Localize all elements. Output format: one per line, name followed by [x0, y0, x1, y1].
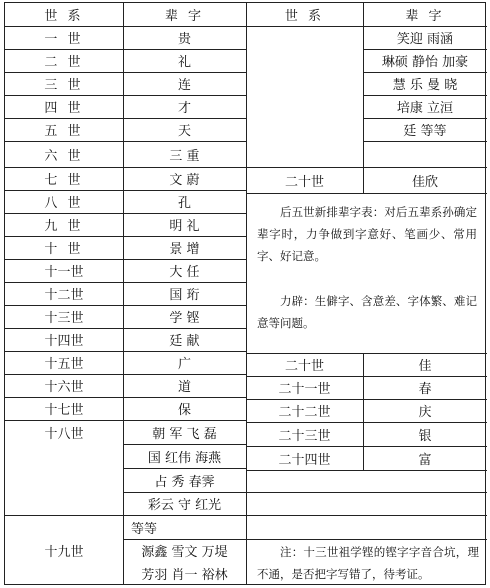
new-naming-note: 后五世新排辈字表：对后五辈系孙确定辈字时，力争做到字意好、笔画少、常用字、好记意。	[257, 205, 477, 263]
character-cell: 佳欣	[411, 174, 438, 190]
name-line: 琳硕 静怡 加豪	[381, 55, 469, 70]
character-cell: 国 珩	[169, 288, 200, 303]
character-cell: 文 蔚	[169, 173, 200, 188]
generation-cell: 一 世	[44, 32, 84, 47]
generation-cell: 八 世	[44, 196, 84, 211]
generation-cell: 六 世	[44, 148, 84, 164]
character-cell: 孔	[177, 196, 191, 211]
name-line: 等等	[131, 521, 158, 537]
character-cell: 才	[177, 101, 191, 116]
name-line: 笑迎 雨涵	[396, 32, 454, 47]
generation-cell: 七 世	[44, 173, 84, 188]
header-generation: 世 系	[44, 9, 84, 24]
character-cell: 大 任	[169, 265, 200, 280]
character-cell: 天	[177, 124, 191, 139]
character-cell: 广	[177, 357, 191, 372]
generation-cell: 二十世	[284, 359, 324, 374]
character-cell: 保	[177, 403, 191, 418]
drawbacks-note: 力辟：生僻字、含意差、字体繁、难记意等问题。	[257, 294, 477, 330]
generation-cell: 二十一世	[278, 382, 331, 397]
name-line: 占 秀 春霁	[154, 474, 215, 490]
generation-cell: 五 世	[44, 124, 84, 139]
generation-cell: 二十世	[284, 174, 324, 190]
generation-cell: 二十二世	[278, 405, 331, 420]
header-character: 辈 字	[405, 9, 445, 24]
name-line: 彩云 守 红光	[147, 498, 222, 513]
generation-cell: 三 世	[44, 78, 84, 93]
generation-cell: 十 世	[44, 242, 84, 257]
generation-cell: 九 世	[44, 219, 84, 234]
character-cell: 道	[177, 380, 191, 395]
character-cell: 春	[418, 382, 432, 397]
generation-cell: 十九世	[44, 545, 84, 560]
generation-cell: 二 世	[44, 55, 84, 70]
name-line: 源鑫 雪文 万堤	[141, 545, 228, 560]
generation-cell: 十三世	[44, 311, 84, 326]
character-cell: 学 铿	[169, 311, 200, 326]
character-cell: 贵	[177, 32, 191, 47]
character-cell: 佳	[418, 359, 432, 374]
header-generation: 世 系	[284, 9, 325, 24]
character-cell: 庆	[418, 405, 432, 420]
character-cell: 景 增	[169, 242, 200, 257]
character-cell: 三 重	[169, 148, 200, 164]
name-line: 培康 立洹	[396, 101, 454, 116]
generation-cell: 十一世	[44, 265, 84, 280]
generation-cell: 四 世	[44, 101, 84, 116]
generation-cell: 十五世	[44, 357, 84, 372]
generation-cell: 十七世	[44, 403, 84, 418]
character-cell: 银	[418, 428, 432, 444]
character-cell: 明 礼	[169, 219, 200, 234]
name-line: 国 红伟 海燕	[147, 450, 222, 466]
col-divider	[246, 3, 247, 584]
name-line: 慧 乐 曼 晓	[392, 78, 458, 93]
generation-cell: 十二世	[44, 288, 84, 303]
name-line: 芳羽 肖一 裕林	[141, 567, 228, 583]
generation-cell: 二十三世	[278, 428, 331, 444]
header-character: 辈 字	[164, 9, 205, 24]
genealogy-table	[4, 2, 486, 585]
character-cell: 廷 献	[169, 334, 200, 349]
name-line: 朝 军 飞 磊	[152, 426, 217, 442]
generation-cell: 十四世	[44, 334, 84, 349]
character-cell: 礼	[177, 55, 191, 70]
character-cell: 连	[177, 78, 191, 93]
footnote: 注：十三世祖学铿的铿字字音合坑，理不通，是否把字写错了，待考证。	[257, 545, 479, 581]
generation-cell: 十八世	[44, 426, 84, 442]
generation-cell: 十六世	[44, 380, 84, 395]
generation-cell: 二十四世	[278, 452, 331, 468]
name-line: 廷 等等	[403, 124, 447, 139]
character-cell: 富	[418, 452, 432, 468]
